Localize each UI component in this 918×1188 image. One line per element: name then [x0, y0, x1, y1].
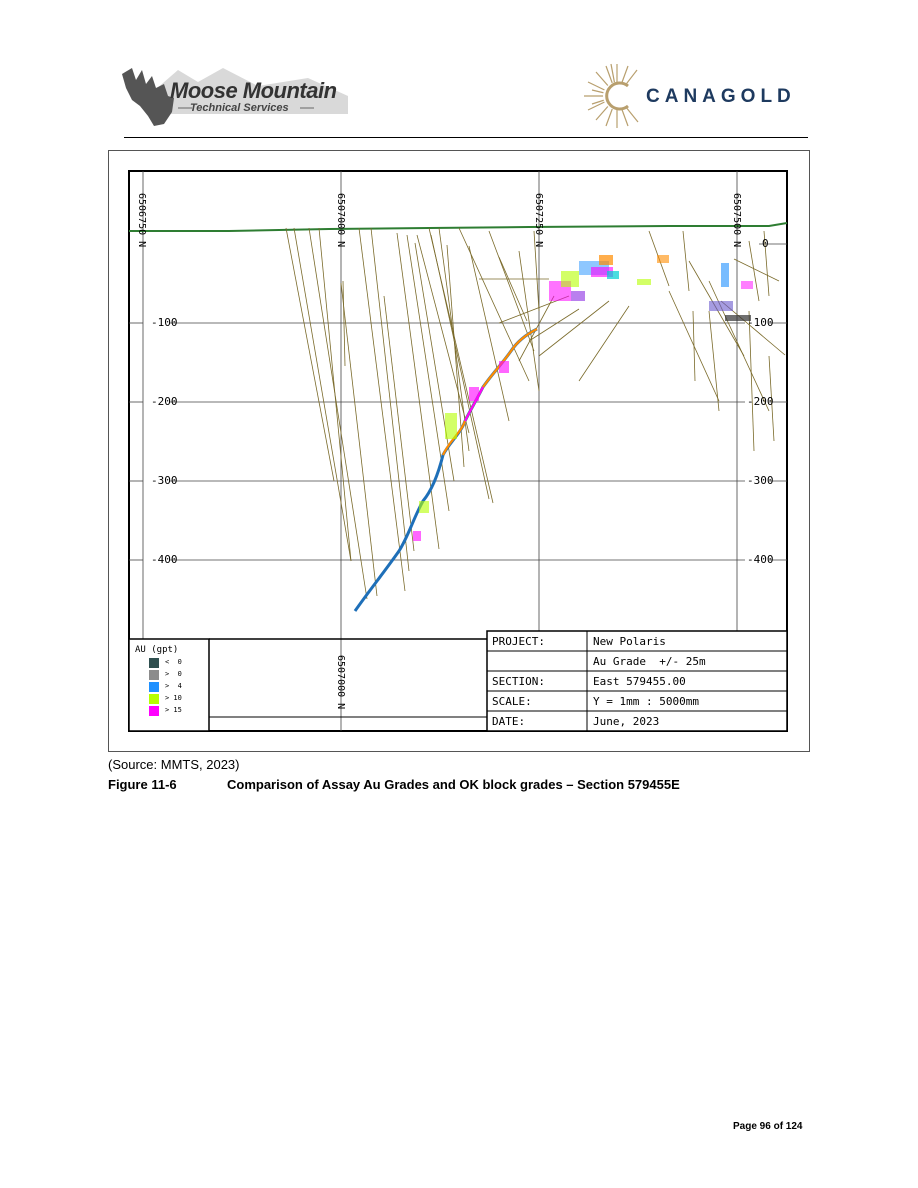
moose-mountain-name: Moose Mountain [170, 78, 337, 103]
elev-left-400: -400 [151, 553, 178, 566]
elev-right-0: 0 [762, 237, 769, 250]
legend-swatch-3 [149, 682, 159, 692]
scale-label: SCALE: [492, 695, 532, 708]
elev-left-100: -100 [151, 316, 178, 329]
figure-source: (Source: MMTS, 2023) [108, 757, 240, 772]
project-value: New Polaris [593, 635, 666, 648]
elev-left-200: -200 [151, 395, 178, 408]
elev-right-200: -200 [747, 395, 774, 408]
elev-left-300: -300 [151, 474, 178, 487]
legend-swatch-5 [149, 706, 159, 716]
north-label-1: 6506750 N [136, 193, 147, 248]
legend-title: AU (gpt) [135, 645, 179, 655]
legend-swatch-4 [149, 694, 159, 704]
technical-services-name: Technical Services [190, 102, 289, 114]
grade-value: Au Grade +/- 25m [593, 655, 706, 668]
date-value: June, 2023 [593, 715, 660, 728]
page-header [0, 0, 918, 140]
canagold-name: CANAGOLD [646, 86, 796, 107]
legend-label-2: > 0 [165, 670, 182, 678]
north-label-4: 6507500 N [731, 193, 742, 248]
cross-section-figure [108, 150, 810, 752]
north-label-2: 6507000 N [335, 193, 346, 248]
legend-label-4: > 10 [165, 694, 182, 702]
legend-swatch-1 [149, 658, 159, 668]
elev-right-100: -100 [747, 316, 774, 329]
date-label: DATE: [492, 715, 526, 728]
section-value: East 579455.00 [593, 675, 686, 688]
header-divider [124, 137, 808, 138]
elev-right-400: -400 [747, 553, 774, 566]
canagold-sunburst-icon [582, 62, 652, 130]
legend-label-1: < 0 [165, 658, 182, 666]
north-label-3: 6507250 N [533, 193, 544, 248]
scale-value: Y = 1mm : 5000mm [593, 695, 699, 708]
legend-label-5: > 15 [165, 706, 182, 714]
project-label: PROJECT: [492, 635, 545, 648]
page-number: Page 96 of 124 [733, 1121, 803, 1132]
elev-right-300: -300 [747, 474, 774, 487]
north-label-bottom: 6507000 N [335, 655, 346, 710]
legend-swatch-2 [149, 670, 159, 680]
section-label: SECTION: [492, 675, 545, 688]
figure-caption-text: Comparison of Assay Au Grades and OK block grades – Section 579455E [227, 777, 680, 792]
figure-caption [108, 777, 680, 792]
legend-label-3: > 4 [165, 682, 182, 690]
figure-number: Figure 11-6 [108, 777, 177, 792]
